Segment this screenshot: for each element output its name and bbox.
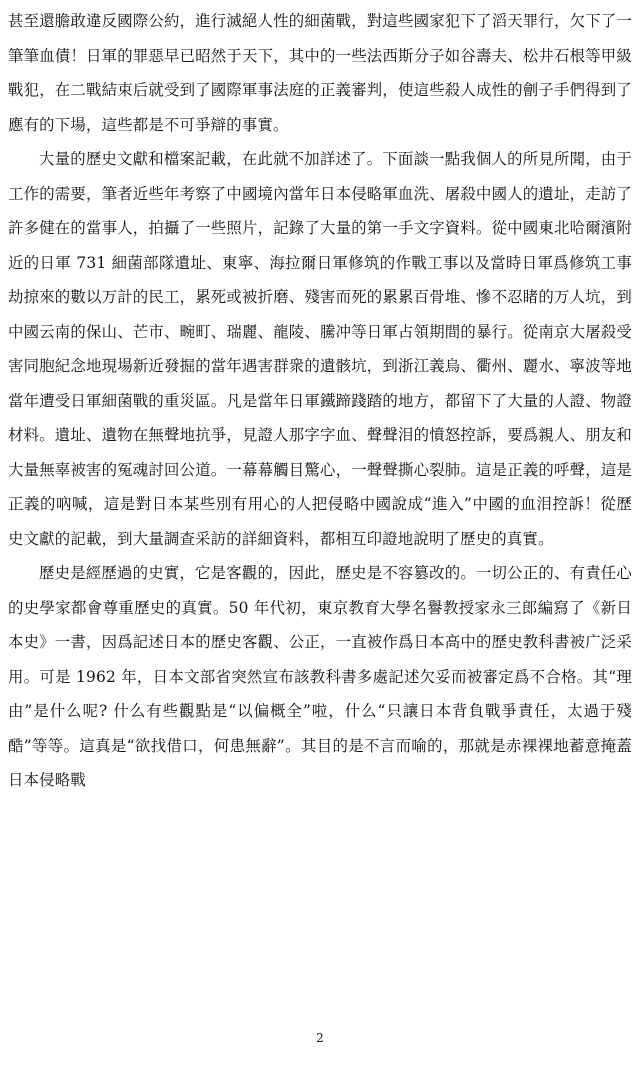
paragraph-1: 甚至還膽敢違反國際公約，進行滅絕人性的細菌戰，對這些國家犯下了滔天罪行，欠下了一筆筆血債！日軍的罪惡早已昭然于天下，其中的一些法西斯分子如谷壽夫、松井石根等甲級戰犯，在二戰結束后就受到了國際軍事法庭的正義審判，使這些殺人成性的劊子手們得到了應有的下場，這些都是不可爭辯的事實。 <box>8 12 632 134</box>
page-number: 2 <box>316 1031 324 1045</box>
paragraph-3: 歷史是經歷過的史實，它是客觀的，因此，歷史是不容篡改的。一切公正的、有責任心的史學家都會尊重歷史的真實。50 年代初，東京教育大學名譽教授家永三郎編寫了《新日本史》一書，因爲記述日本的歷史客觀、公正，一直被作爲日本高中的歷史教科書被广泛采用。可是 1962 年，日本文部省突然宣布該教科書多處記述欠妥而被審定爲不合格。其“理由”是什么呢? 什么有些觀點是“以偏概全”啦，什么“只讓日本背負戰爭責任，太過于殘酷”等等。這真是“欲找借口，何患無辭”。其目的是不言而喻的，那就是赤裸裸地蓄意掩蓋日本侵略戰 <box>8 564 632 789</box>
body-text <box>8 4 632 798</box>
paragraph-2: 大量的歷史文獻和檔案記載，在此就不加詳述了。下面談一點我個人的所見所聞，由于工作的需要，筆者近些年考察了中國境內當年日本侵略軍血洗、屠殺中國人的遺址，走訪了許多健在的當事人，拍攝了一些照片，記錄了大量的第一手文字資料。從中國東北哈爾濱附近的日軍 731 細菌部隊遺址、東寧、海拉爾日軍修筑的作戰工事以及當時日軍爲修筑工事劫掠來的數以万計的民工，累死或被折磨、殘害而死的累累百骨堆、慘不忍睹的万人坑，到中國云南的保山、芒市、畹町、瑞麗、龍陵、騰冲等日軍占領期間的暴行。從南京大屠殺受害同胞紀念地現場新近發掘的當年遇害群衆的遺骸坑，到浙江義烏、衢州、麗水、寧波等地當年遭受日軍細菌戰的重災區。凡是當年日軍鐵蹄踐踏的地方，都留下了大量的人證、物證材料。遺址、遺物在無聲地抗爭，見證人那字字血、聲聲泪的憤怒控訴，要爲親人、朋友和大量無辜被害的冤魂討回公道。一幕幕觸目驚心，一聲聲撕心裂肺。這是正義的呼聲，這是正義的吶喊，這是對日本某些別有用心的人把侵略中國說成“進入”中國的血泪控訴！從歷史文獻的記載，到大量調查采訪的詳細資料，都相互印證地說明了歷史的真實。 <box>8 150 632 548</box>
